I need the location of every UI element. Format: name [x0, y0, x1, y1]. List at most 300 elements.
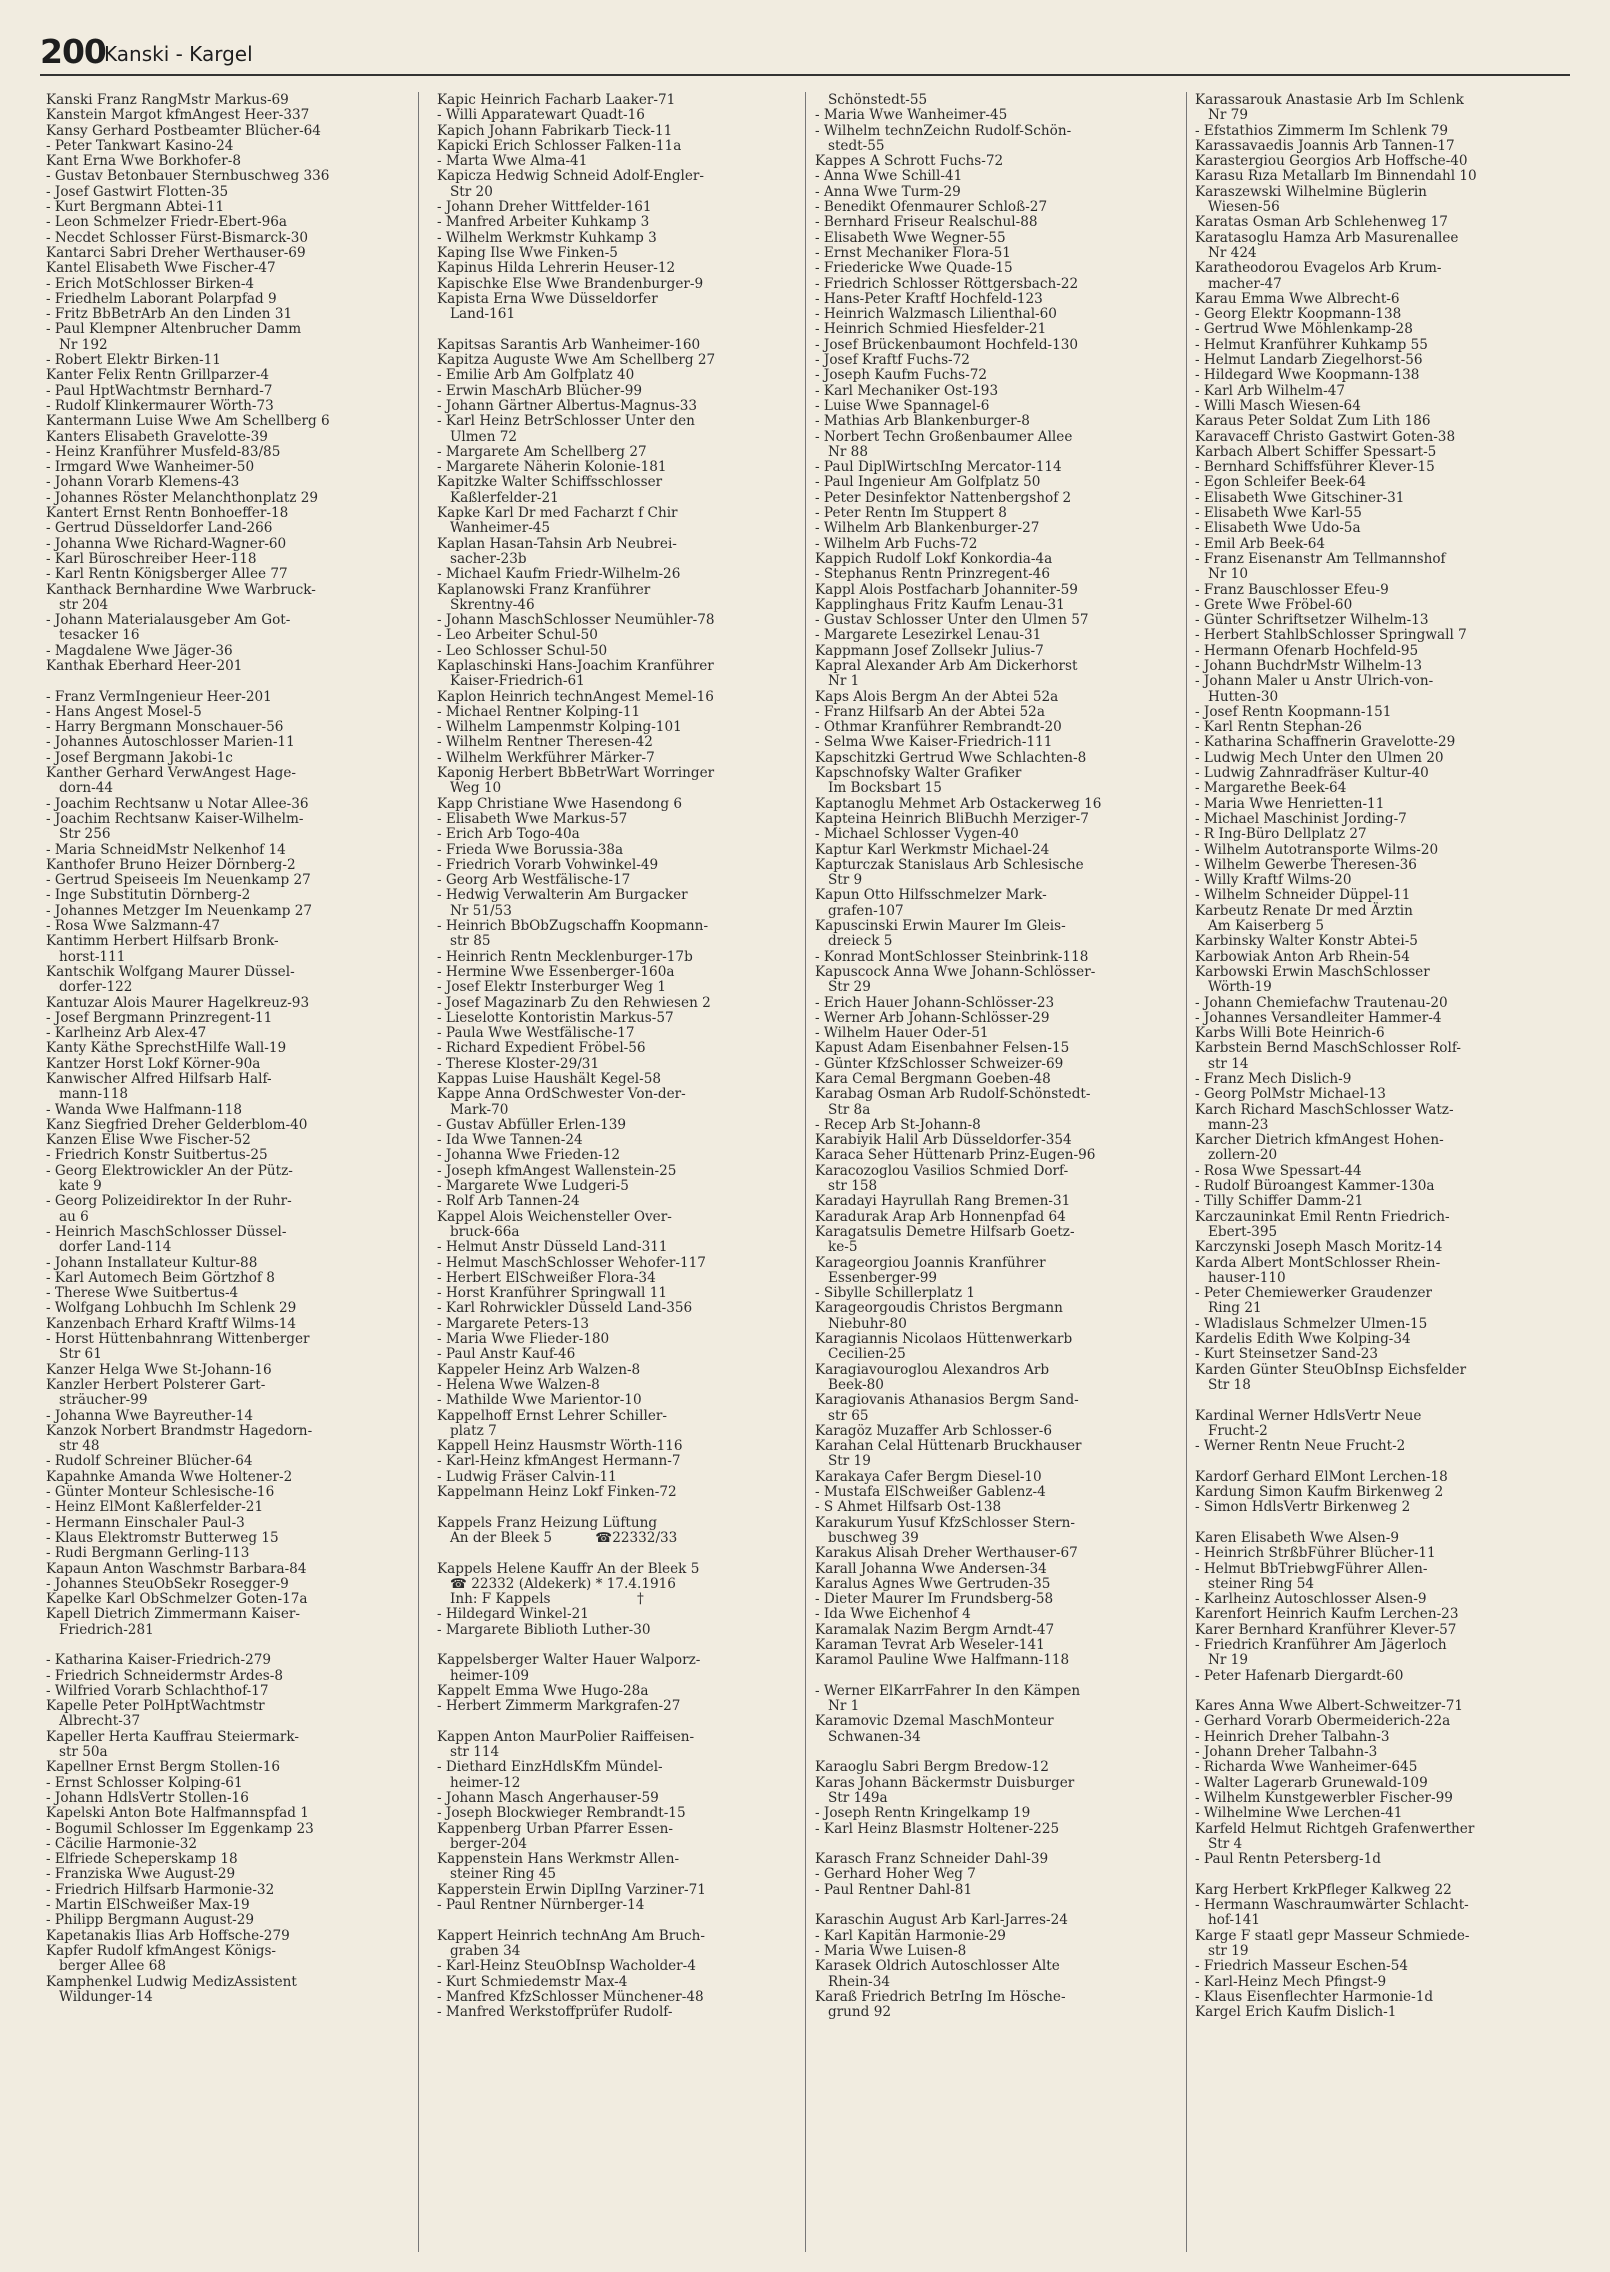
directory-entry-line: Karabiyik Halil Arb Düsseldorfer-354: [815, 1132, 1072, 1149]
directory-entry-line: Kaping Ilse Wwe Finken-5: [437, 244, 618, 261]
directory-entry-line: - Wolfgang Lohbuchh Im Schlenk 29: [46, 1300, 297, 1317]
directory-entry-line: - Wanda Wwe Halfmann-118: [46, 1101, 243, 1118]
directory-entry-line: - Recep Arb St-Johann-8: [815, 1116, 981, 1133]
directory-entry-line: Karer Bernhard Kranführer Klever-57: [1195, 1621, 1457, 1638]
directory-entry-line: [437, 1714, 785, 1729]
directory-entry-line: - Willi Masch Wiesen-64: [1195, 397, 1361, 414]
directory-entry-line: - Elisabeth Wwe Markus-57: [437, 810, 628, 827]
directory-entry-line: - Margarete Biblioth Luther-30: [437, 1621, 651, 1638]
directory-entry-line: - Therese Wwe Suitbertus-4: [46, 1285, 239, 1302]
directory-entry-line: - Ludwig Fräser Calvin-11: [437, 1468, 617, 1485]
directory-entry-line: [437, 1638, 785, 1653]
directory-entry-line: Kapral Alexander Arb Am Dickerhorst: [815, 657, 1078, 674]
directory-entry-line: - Fritz BbBetrArb An den Linden 31: [46, 306, 293, 323]
directory-entry-line: Karaman Tevrat Arb Weseler-141: [815, 1636, 1045, 1653]
directory-entry-line: - Josef Bergmann Jakobi-1c: [46, 749, 233, 766]
directory-entry-line: - Margarete Näherin Kolonie-181: [437, 459, 667, 476]
directory-entry-line: - Karl Mechaniker Ost-193: [815, 382, 999, 399]
directory-entry-line: Kapelski Anton Bote Halfmannspfad 1: [46, 1805, 309, 1822]
directory-entry-line: - Frieda Wwe Borussia-38a: [437, 841, 624, 858]
directory-entry-line: - Michael Schlosser Vygen-40: [815, 826, 1019, 843]
directory-entry-line: [815, 1837, 1170, 1852]
column-divider: [418, 92, 419, 2252]
directory-entry-line: Kanwischer Alfred Hilfsarb Half-: [46, 1071, 272, 1087]
directory-entry-line: - Rudolf Büroangest Kammer-130a: [1195, 1178, 1435, 1195]
directory-entry-line: - Friedrich Konstr Suitbertus-25: [46, 1147, 268, 1164]
directory-entry-line: Kanzer Helga Wwe St-Johann-16: [46, 1361, 272, 1378]
directory-entry-line: - Johannes Metzger Im Neuenkamp 27: [46, 902, 313, 919]
directory-entry-line: Kaplan Hasan-Tahsin Arb Neubrei-: [437, 535, 677, 552]
directory-entry-line: str 204: [46, 596, 109, 613]
directory-entry-line: An der Bleek 5 ☎22332/33: [437, 1529, 678, 1546]
directory-entry-line: Kara Cemal Bergmann Goeben-48: [815, 1071, 1051, 1087]
directory-entry-line: - Helmut Landarb Ziegelhorst-56: [1195, 352, 1423, 369]
directory-entry-line: - Maria Wwe Flieder-180: [437, 1331, 610, 1348]
directory-entry-line: Karakurum Yusuf KfzSchlosser Stern-: [815, 1514, 1075, 1531]
directory-entry-line: Kapista Erna Wwe Düsseldorfer: [437, 290, 658, 307]
directory-entry-line: - Johannes SteuObSekr Rosegger-9: [46, 1575, 289, 1592]
directory-entry-line: Land-161: [437, 306, 516, 323]
directory-entry-line: Karbinsky Walter Konstr Abtei-5: [1195, 933, 1418, 950]
directory-entry-line: Kaplaschinski Hans-Joachim Kranführer: [437, 657, 714, 674]
directory-entry-line: - Paul Klempner Altenbrucher Damm: [46, 321, 302, 338]
directory-entry-line: - Wilhelm Lampenmstr Kolping-101: [437, 719, 682, 736]
directory-entry-line: au 6: [46, 1208, 89, 1225]
directory-entry-line: - Johann BuchdrMstr Wilhelm-13: [1195, 657, 1423, 674]
directory-entry-line: - Erich Hauer Johann-Schlösser-23: [815, 994, 1055, 1011]
directory-entry-line: - Inge Substitutin Dörnberg-2: [46, 887, 251, 904]
directory-entry-line: Karagatsulis Demetre Hilfsarb Goetz-: [815, 1223, 1075, 1240]
directory-entry-line: - Johann Dreher Wittfelder-161: [437, 199, 652, 216]
directory-entry-line: - Wilhelm Werkmstr Kuhkamp 3: [437, 229, 657, 246]
directory-entry-line: Nr 10: [1195, 566, 1248, 583]
directory-entry-line: - Elisabeth Wwe Udo-5a: [1195, 520, 1361, 537]
directory-entry-line: - Wilhelmine Wwe Lerchen-41: [1195, 1805, 1403, 1822]
directory-entry-line: - Heinrich StrßbFührer Blücher-11: [1195, 1545, 1436, 1562]
directory-entry-line: Nr 424: [1195, 244, 1257, 261]
directory-entry-line: hof-141: [1195, 1912, 1260, 1929]
directory-entry-line: - Franziska Wwe August-29: [46, 1866, 236, 1883]
directory-entry-line: Wörth-19: [1195, 979, 1272, 996]
directory-entry-line: Kapic Heinrich Facharb Laaker-71: [437, 92, 676, 108]
directory-entry-line: - Josef Gastwirt Flotten-35: [46, 183, 229, 200]
directory-entry-line: [1195, 1393, 1575, 1408]
directory-entry-line: Kapetanakis Ilias Arb Hoffsche-279: [46, 1927, 290, 1944]
directory-entry-line: Kappich Rudolf Lokf Konkordia-4a: [815, 550, 1053, 567]
directory-entry-line: Kanzler Herbert Polsterer Gart-: [46, 1376, 266, 1393]
directory-entry-line: - Rudolf Schreiner Blücher-64: [46, 1453, 253, 1470]
directory-entry-line: Im Bocksbart 15: [815, 780, 942, 797]
directory-entry-line: - Hermann Ofenarb Hochfeld-95: [1195, 642, 1419, 659]
directory-entry-line: - Leo Schlosser Schul-50: [437, 642, 608, 659]
column-divider: [1186, 92, 1187, 2252]
directory-entry-line: [437, 1546, 785, 1561]
directory-entry-line: - Wilhelm Autotransporte Wilms-20: [1195, 841, 1439, 858]
directory-entry-line: Kappenberg Urban Pfarrer Essen-: [437, 1820, 673, 1837]
directory-entry-line: heimer-12: [437, 1774, 521, 1791]
directory-entry-line: Karacozoglou Vasilios Schmied Dorf-: [815, 1162, 1069, 1179]
directory-entry-line: Kapitsas Sarantis Arb Wanheimer-160: [437, 336, 701, 353]
directory-entry-line: - Cäcilie Harmonie-32: [46, 1835, 198, 1852]
directory-entry-line: Kanzen Elise Wwe Fischer-52: [46, 1132, 251, 1149]
directory-entry-line: Kapicki Erich Schlosser Falken-11a: [437, 137, 682, 154]
directory-entry-line: Wildunger-14: [46, 1988, 153, 2005]
directory-entry-line: - Karl Büroschreiber Heer-118: [46, 550, 257, 567]
directory-entry-line: - Heinrich MaschSchlosser Düssel-: [46, 1223, 287, 1240]
directory-entry-line: Kanthofer Bruno Heizer Dörnberg-2: [46, 856, 296, 873]
directory-entry-line: Kapich Johann Fabrikarb Tieck-11: [437, 122, 673, 139]
directory-entry-line: - Karl Rentn Stephan-26: [1195, 719, 1362, 736]
directory-entry-line: Kanzenbach Erhard Kraftf Wilms-14: [46, 1315, 297, 1332]
directory-entry-line: Nr 51/53: [437, 902, 512, 919]
directory-entry-line: - Herbert Zimmerm Markgrafen-27: [437, 1698, 681, 1715]
directory-entry-line: - Bogumil Schlosser Im Eggenkamp 23: [46, 1820, 314, 1837]
directory-entry-line: dreieck 5: [815, 933, 893, 950]
directory-entry-line: Kaßlerfelder-21: [437, 489, 559, 506]
directory-entry-line: - Johann Installateur Kultur-88: [46, 1254, 258, 1271]
directory-entry-line: - Margarethe Beek-64: [1195, 780, 1347, 797]
directory-entry-line: - Johannes Autoschlosser Marien-11: [46, 734, 295, 751]
directory-entry-line: - Franz VermIngenieur Heer-201: [46, 688, 272, 705]
directory-entry-line: - Franz Mech Dislich-9: [1195, 1071, 1352, 1087]
directory-entry-line: Kapfer Rudolf kfmAngest Königs-: [46, 1942, 277, 1959]
directory-entry-line: - Irmgard Wwe Wanheimer-50: [46, 459, 255, 476]
directory-entry-line: - Wilhelm Gewerbe Theresen-36: [1195, 856, 1417, 873]
directory-entry-line: - Wilfried Vorarb Schlachthof-17: [46, 1682, 269, 1699]
directory-entry-line: - Josef Kraftf Fuchs-72: [815, 352, 970, 369]
directory-entry-line: Albrecht-37: [46, 1713, 141, 1730]
directory-entry-line: - S Ahmet Hilfsarb Ost-138: [815, 1499, 1002, 1516]
directory-entry-line: - Friedericke Wwe Quade-15: [815, 260, 1013, 277]
directory-entry-line: Karasch Franz Schneider Dahl-39: [815, 1851, 1049, 1868]
directory-entry-line: - Johann Maler u Anstr Ulrich-von-: [1195, 673, 1434, 690]
directory-entry-line: Kaiser-Friedrich-61: [437, 673, 585, 690]
directory-entry-line: - Josef Magazinarb Zu den Rehwiesen 2: [437, 994, 711, 1011]
directory-entry-line: Am Kaiserberg 5: [1195, 918, 1325, 935]
directory-entry-line: - Wladislaus Schmelzer Ulmen-15: [1195, 1315, 1428, 1332]
directory-entry-line: Kapischke Else Wwe Brandenburger-9: [437, 275, 704, 292]
directory-entry-line: - Hermine Wwe Essenberger-160a: [437, 963, 675, 980]
directory-entry-line: Karatas Osman Arb Schlehenweg 17: [1195, 214, 1448, 231]
directory-entry-line: - Heinrich Dreher Talbahn-3: [1195, 1728, 1390, 1745]
directory-entry-line: - Simon HdlsVertr Birkenweg 2: [1195, 1499, 1411, 1516]
directory-entry-line: Kantert Ernst Rentn Bonhoeffer-18: [46, 505, 289, 522]
directory-entry-line: - Sibylle Schillerplatz 1: [815, 1285, 976, 1302]
directory-entry-line: Karasek Oldrich Autoschlosser Alte: [815, 1958, 1060, 1975]
directory-entry-line: Karden Günter SteuObInsp Eichsfelder: [1195, 1361, 1467, 1378]
directory-entry-line: - Rosa Wwe Spessart-44: [1195, 1162, 1362, 1179]
directory-entry-line: Kares Anna Wwe Albert-Schweitzer-71: [1195, 1698, 1464, 1715]
directory-entry-line: Kantermann Luise Wwe Am Schellberg 6: [46, 413, 330, 430]
directory-entry-line: - Michael Rentner Kolping-11: [437, 703, 641, 720]
directory-entry-line: - Emilie Arb Am Golfplatz 40: [437, 367, 635, 384]
directory-entry-line: - Johanna Wwe Richard-Wagner-60: [46, 535, 287, 552]
directory-entry-line: - Wilhelm Kunstgewerbler Fischer-99: [1195, 1789, 1453, 1806]
directory-entry-line: Nr 19: [1195, 1652, 1248, 1669]
directory-entry-line: Karahan Celal Hüttenarb Bruckhauser: [815, 1438, 1082, 1455]
directory-entry-line: Kant Erna Wwe Borkhofer-8: [46, 153, 242, 170]
directory-entry-line: - Gerhard Vorarb Obermeiderich-22a: [1195, 1713, 1451, 1730]
directory-entry-line: - Josef Elektr Insterburger Weg 1: [437, 979, 666, 996]
directory-entry-line: Kapschnofsky Walter Grafiker: [815, 765, 1022, 782]
directory-entry-line: Kanski Franz RangMstr Markus-69: [46, 92, 289, 108]
directory-entry-line: - Kurt Schmiedemstr Max-4: [437, 1973, 628, 1990]
directory-entry-line: - Ida Wwe Tannen-24: [437, 1132, 583, 1149]
directory-entry-line: Str 61: [46, 1346, 102, 1363]
directory-entry-line: - Josef Rentn Koopmann-151: [1195, 703, 1392, 720]
directory-entry-line: [815, 1898, 1170, 1913]
directory-entry-line: Kapinus Hilda Lehrerin Heuser-12: [437, 260, 676, 277]
directory-entry-line: - Gerhard Hoher Weg 7: [815, 1866, 976, 1883]
directory-entry-line: Kapaun Anton Waschmstr Barbara-84: [46, 1560, 307, 1577]
directory-entry-line: kate 9: [46, 1178, 102, 1195]
directory-entry-line: - Helena Wwe Walzen-8: [437, 1376, 600, 1393]
directory-entry-line: - Bernhard Schiffsführer Klever-15: [1195, 459, 1435, 476]
directory-entry-line: Kanstein Margot kfmAngest Heer-337: [46, 107, 310, 124]
directory-entry-line: - Tilly Schiffer Damm-21: [1195, 1193, 1364, 1210]
directory-entry-line: - Friedrich Hilfsarb Harmonie-32: [46, 1881, 275, 1898]
directory-entry-line: Kapitza Auguste Wwe Am Schellberg 27: [437, 352, 716, 369]
directory-entry-line: - Karl-Heinz SteuObInsp Wacholder-4: [437, 1958, 696, 1975]
directory-entry-line: berger-204: [437, 1835, 527, 1852]
directory-entry-line: Kaplon Heinrich technAngest Memel-16: [437, 688, 714, 705]
directory-entry-line: - Leon Schmelzer Friedr-Ebert-96a: [46, 214, 287, 231]
directory-entry-line: Kapust Adam Eisenbahner Felsen-15: [815, 1040, 1070, 1057]
directory-entry-line: Karadayi Hayrullah Rang Bremen-31: [815, 1193, 1071, 1210]
directory-entry-line: mann-23: [1195, 1116, 1269, 1133]
directory-entry-line: Str 18: [1195, 1376, 1251, 1393]
directory-entry-line: Kantarci Sabri Dreher Werthauser-69: [46, 244, 306, 261]
directory-entry-line: Kanthack Bernhardine Wwe Warbruck-: [46, 581, 316, 598]
directory-entry-line: - Karl-Heinz Mech Pfingst-9: [1195, 1973, 1387, 1990]
directory-entry-line: - Michael Kaufm Friedr-Wilhelm-26: [437, 566, 681, 583]
directory-entry-line: - Mathias Arb Blankenburger-8: [815, 413, 1030, 430]
directory-entry-line: str 48: [46, 1438, 100, 1455]
directory-entry-line: - Katharina Kaiser-Friedrich-279: [46, 1652, 272, 1669]
directory-entry-line: Karaszewski Wilhelmine Büglerin: [1195, 183, 1427, 200]
directory-entry-line: Karczauninkat Emil Rentn Friedrich-: [1195, 1208, 1450, 1225]
directory-entry-line: mann-118: [46, 1086, 129, 1103]
directory-entry-line: platz 7: [437, 1422, 497, 1439]
directory-entry-line: - Heinz ElMont Kaßlerfelder-21: [46, 1499, 264, 1516]
directory-entry-line: - Egon Schleifer Beek-64: [1195, 474, 1367, 491]
directory-entry-line: [46, 674, 394, 689]
directory-entry-line: - R Ing-Büro Dellplatz 27: [1195, 826, 1367, 843]
directory-entry-line: - Gertrud Düsseldorfer Land-266: [46, 520, 273, 537]
directory-entry-line: Ulmen 72: [437, 428, 518, 445]
directory-entry-line: - Heinrich BbObZugschaffn Koopmann-: [437, 918, 709, 935]
directory-entry-line: - Wilhelm Arb Blankenburger-27: [815, 520, 1040, 537]
directory-entry-line: Kanter Felix Rentn Grillparzer-4: [46, 367, 269, 384]
directory-entry-line: Kaponig Herbert BbBetrWart Worringer: [437, 765, 715, 782]
directory-entry-line: zollern-20: [1195, 1147, 1278, 1164]
directory-entry-line: - Heinrich Schmied Hiesfelder-21: [815, 321, 1047, 338]
directory-entry-line: - Maria Wwe Henrietten-11: [1195, 795, 1385, 812]
directory-entry-line: - Herbert StahlbSchlosser Springwall 7: [1195, 627, 1467, 644]
directory-entry-line: - Friedrich Masseur Eschen-54: [1195, 1958, 1409, 1975]
directory-entry-line: - Martin ElSchweißer Max-19: [46, 1897, 250, 1914]
directory-entry-line: dorfer-122: [46, 979, 133, 996]
directory-entry-line: Kapschitzki Gertrud Wwe Schlachten-8: [815, 749, 1087, 766]
directory-entry-line: horst-111: [46, 948, 126, 965]
directory-entry-line: - Selma Wwe Kaiser-Friedrich-111: [815, 734, 1053, 751]
directory-entry-line: - Paul Rentner Nürnberger-14: [437, 1897, 645, 1914]
directory-entry-line: Frucht-2: [1195, 1422, 1268, 1439]
directory-entry-line: Kapelle Peter PolHptWachtmstr: [46, 1698, 265, 1715]
directory-entry-line: - Johann HdlsVertr Stollen-16: [46, 1789, 249, 1806]
directory-entry-line: - Robert Elektr Birken-11: [46, 352, 221, 369]
directory-entry-line: - Friedrich Kranführer Am Jägerloch: [1195, 1636, 1447, 1653]
directory-entry-line: - Georg Arb Westfälische-17: [437, 872, 631, 889]
directory-entry-line: - Werner ElKarrFahrer In den Kämpen: [815, 1682, 1081, 1699]
directory-entry-line: - Heinrich Rentn Mecklenburger-17b: [437, 948, 693, 965]
directory-entry-line: Kapitzke Walter Schiffsschlosser: [437, 474, 663, 491]
directory-entry-line: Kaplanowski Franz Kranführer: [437, 581, 651, 598]
directory-entry-line: Karagöz Muzaffer Arb Schlosser-6: [815, 1422, 1052, 1439]
directory-entry-line: Kappert Heinrich technAng Am Bruch-: [437, 1927, 705, 1944]
directory-entry-line: Karassarouk Anastasie Arb Im Schlenk: [1195, 92, 1464, 108]
directory-entry-line: [1195, 1516, 1575, 1531]
directory-entry-line: - Johannes Versandleiter Hammer-4: [1195, 1009, 1442, 1026]
directory-entry-line: - Horst Kranführer Springwall 11: [437, 1285, 667, 1302]
directory-entry-line: Kardorf Gerhard ElMont Lerchen-18: [1195, 1468, 1448, 1485]
directory-entry-line: Str 19: [815, 1453, 871, 1470]
directory-entry-line: - Hildegard Wwe Koopmann-138: [1195, 367, 1420, 384]
page-number: 200: [40, 32, 106, 71]
directory-entry-line: Kapteina Heinrich BliBuchh Merziger-7: [815, 810, 1089, 827]
directory-entry-line: - Joachim Rechtsanw u Notar Allee-36: [46, 795, 309, 812]
directory-entry-line: dorn-44: [46, 780, 113, 797]
directory-entry-line: Karaoglu Sabri Bergm Bredow-12: [815, 1759, 1049, 1776]
directory-entry-line: - Paul Rentn Petersberg-1d: [1195, 1851, 1382, 1868]
directory-entry-line: Karalus Agnes Wwe Gertruden-35: [815, 1575, 1051, 1592]
directory-entry-line: Weg 10: [437, 780, 502, 797]
directory-entry-line: - Harry Bergmann Monschauer-56: [46, 719, 284, 736]
directory-entry-line: Skrentny-46: [437, 596, 535, 613]
directory-entry-line: Kantel Elisabeth Wwe Fischer-47: [46, 260, 276, 277]
directory-entry-line: - Peter Hafenarb Diergardt-60: [1195, 1667, 1404, 1684]
directory-entry-line: - Werner Rentn Neue Frucht-2: [1195, 1438, 1406, 1455]
directory-entry-line: Karamol Pauline Wwe Halfmann-118: [815, 1652, 1070, 1669]
directory-entry-line: - Karl-Heinz kfmAngest Hermann-7: [437, 1453, 681, 1470]
directory-entry-line: Kanthak Eberhard Heer-201: [46, 657, 243, 674]
directory-entry-line: Kappelhoff Ernst Lehrer Schiller-: [437, 1407, 667, 1424]
directory-entry-line: Karaus Peter Soldat Zum Lith 186: [1195, 413, 1431, 430]
directory-entry-line: [437, 1913, 785, 1928]
directory-entry-line: [1195, 1454, 1575, 1469]
directory-entry-line: - Wilhelm technZeichn Rudolf-Schön-: [815, 122, 1072, 139]
directory-entry-line: - Katharina Schaffnerin Gravelotte-29: [1195, 734, 1456, 751]
directory-entry-line: - Walter Lagerarb Grunewald-109: [1195, 1774, 1428, 1791]
directory-entry-line: Kansy Gerhard Postbeamter Blücher-64: [46, 122, 321, 139]
directory-entry-line: Kapplinghaus Fritz Kaufm Lenau-31: [815, 596, 1065, 613]
directory-entry-line: steiner Ring 54: [1195, 1575, 1315, 1592]
page-title: Kanski - Kargel: [104, 42, 253, 66]
directory-entry-line: - Klaus Eisenflechter Harmonie-1d: [1195, 1988, 1434, 2005]
directory-entry-line: - Karl Rohrwickler Düsseld Land-356: [437, 1300, 693, 1317]
directory-entry-line: - Rosa Wwe Salzmann-47: [46, 918, 221, 935]
directory-entry-line: - Richarda Wwe Wanheimer-645: [1195, 1759, 1418, 1776]
directory-entry-line: Karge F staatl gepr Masseur Schmiede-: [1195, 1927, 1470, 1944]
directory-entry-line: - Joachim Rechtsanw Kaiser-Wilhelm-: [46, 810, 304, 827]
directory-entry-line: - Gustav Abfüller Erlen-139: [437, 1116, 627, 1133]
directory-entry-line: Kanzok Norbert Brandmstr Hagedorn-: [46, 1422, 313, 1439]
directory-entry-line: Kappes A Schrott Fuchs-72: [815, 153, 1004, 170]
directory-entry-line: - Rudolf Klinkermaurer Wörth-73: [46, 397, 274, 414]
directory-entry-line: Nr 79: [1195, 107, 1248, 124]
directory-entry-line: Karatheodorou Evagelos Arb Krum-: [1195, 260, 1442, 277]
directory-entry-line: - Karl Arb Wilhelm-47: [1195, 382, 1346, 399]
directory-entry-line: Karenfort Heinrich Kaufm Lerchen-23: [1195, 1606, 1459, 1623]
directory-entry-line: [815, 1745, 1170, 1760]
directory-entry-line: Karg Herbert KrkPfleger Kalkweg 22: [1195, 1881, 1452, 1898]
directory-entry-line: Karbeutz Renate Dr med Ärztin: [1195, 902, 1413, 919]
directory-entry-line: - Manfred KfzSchlosser Münchener-48: [437, 1988, 704, 2005]
directory-entry-line: str 158: [815, 1178, 878, 1195]
directory-entry-line: sacher-23b: [437, 550, 527, 567]
directory-entry-line: str 50a: [46, 1744, 108, 1761]
directory-entry-line: Kappels Franz Heizung Lüftung: [437, 1514, 658, 1531]
directory-entry-line: - Mathilde Wwe Marientor-10: [437, 1392, 642, 1409]
directory-entry-line: Karaca Seher Hüttenarb Prinz-Eugen-96: [815, 1147, 1096, 1164]
directory-entry-line: - Therese Kloster-29/31: [437, 1055, 600, 1072]
directory-entry-line: Kapicza Hedwig Schneid Adolf-Engler-: [437, 168, 705, 185]
directory-entry-line: Nr 192: [46, 336, 108, 353]
directory-entry-line: Kapeller Herta Kauffrau Steiermark-: [46, 1728, 299, 1745]
directory-entry-line: Karamalak Nazim Bergm Arndt-47: [815, 1621, 1055, 1638]
directory-entry-line: - Johann MaschSchlosser Neumühler-78: [437, 612, 715, 629]
directory-entry-line: Kappell Heinz Hausmstr Wörth-116: [437, 1438, 683, 1455]
directory-entry-line: hauser-110: [1195, 1269, 1286, 1286]
directory-entry-line: - Konrad MontSchlosser Steinbrink-118: [815, 948, 1089, 965]
directory-entry-line: [437, 322, 785, 337]
directory-entry-line: - Herbert ElSchweißer Flora-34: [437, 1269, 656, 1286]
directory-entry-line: Cecilien-25: [815, 1346, 906, 1363]
directory-entry-line: - Richard Expedient Fröbel-56: [437, 1040, 646, 1057]
directory-entry-line: Karastergiou Georgios Arb Hoffsche-40: [1195, 153, 1468, 170]
directory-entry-line: Inh: F Kappels †: [437, 1591, 644, 1608]
directory-entry-line: - Wilhelm Werkführer Märker-7: [437, 749, 655, 766]
directory-entry-line: Kapturczak Stanislaus Arb Schlesische: [815, 856, 1084, 873]
directory-entry-line: - Johann Masch Angerhauser-59: [437, 1789, 659, 1806]
directory-entry-line: Kapahnke Amanda Wwe Holtener-2: [46, 1468, 293, 1485]
directory-entry-line: - Johanna Wwe Frieden-12: [437, 1147, 621, 1164]
directory-entry-line: - Johann Gärtner Albertus-Magnus-33: [437, 397, 698, 414]
directory-entry-line: - Erich Arb Togo-40a: [437, 826, 580, 843]
directory-entry-line: - Joseph kfmAngest Wallenstein-25: [437, 1162, 677, 1179]
directory-entry-line: Karbowski Erwin MaschSchlosser: [1195, 963, 1430, 980]
directory-entry-line: - Rudi Bergmann Gerling-113: [46, 1545, 250, 1562]
directory-entry-line: Karasu Rıza Metallarb Im Binnendahl 10: [1195, 168, 1477, 185]
directory-entry-line: - Mustafa ElSchweißer Gablenz-4: [815, 1484, 1046, 1501]
directory-entry-line: - Elisabeth Wwe Gitschiner-31: [1195, 489, 1405, 506]
directory-entry-line: Kardung Simon Kaufm Birkenweg 2: [1195, 1484, 1444, 1501]
directory-entry-line: - Horst Hüttenbahnrang Wittenberger: [46, 1331, 310, 1348]
directory-entry-line: grund 92: [815, 2004, 891, 2021]
directory-entry-line: - Georg Elektr Koopmann-138: [1195, 306, 1402, 323]
directory-entry-line: - Günter Monteur Schlesische-16: [46, 1484, 275, 1501]
directory-entry-line: ke-5: [815, 1239, 858, 1256]
directory-entry-line: stedt-55: [815, 137, 885, 154]
directory-entry-line: heimer-109: [437, 1667, 530, 1684]
directory-entry-line: str 114: [437, 1744, 500, 1761]
directory-entry-line: - Heinrich Walzmasch Lilienthal-60: [815, 306, 1057, 323]
directory-entry-line: - Margarete Wwe Ludgeri-5: [437, 1178, 629, 1195]
directory-entry-line: - Johann Vorarb Klemens-43: [46, 474, 240, 491]
directory-entry-line: Kappel Alois Weichensteller Over-: [437, 1208, 672, 1225]
directory-entry-line: - Philipp Bergmann August-29: [46, 1912, 255, 1929]
directory-entry-line: - Lieselotte Kontoristin Markus-57: [437, 1009, 674, 1026]
